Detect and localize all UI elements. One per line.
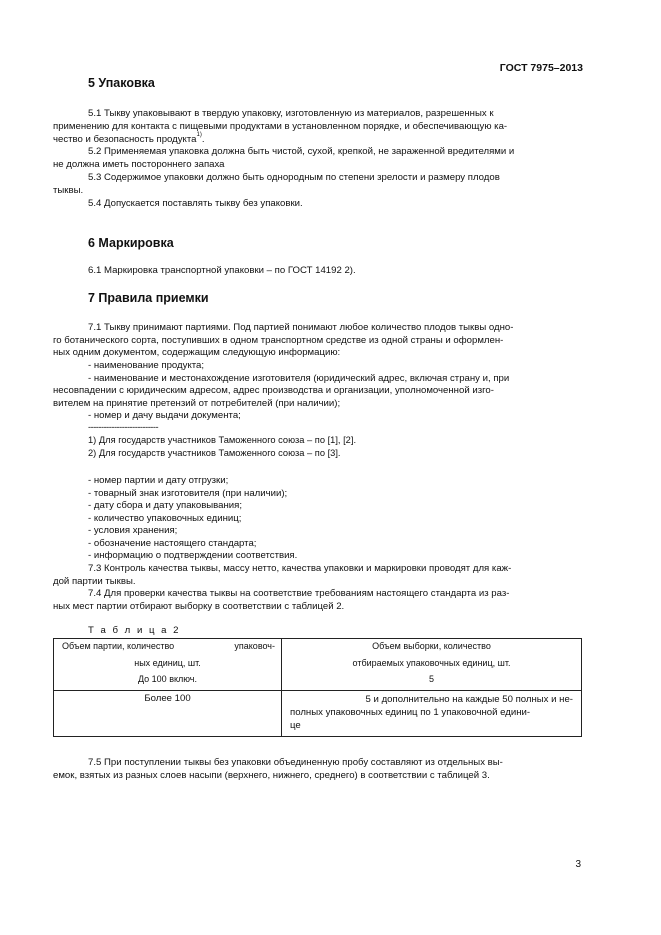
paragraph-7-1: 7.1 Тыкву принимают партиями. Под партией понимают любое количество плодов тыквы одно- bbox=[88, 322, 514, 333]
table-caption: Т а б л и ц а 2 bbox=[88, 625, 181, 636]
paragraph-7-4: ных мест партии отбирают выборку в соответствии с таблицей 2. bbox=[53, 601, 345, 612]
paragraph-5-1: чество и безопасность продукта$^{1)}$. bbox=[53, 132, 205, 145]
table-header-cell: Объем партии, количество упаковоч- ных единиц, шт. До 100 включ. bbox=[54, 639, 282, 691]
paragraph-5-3: 5.3 Содержимое упаковки должно быть однородным по степени зрелости и размеру плодов bbox=[88, 172, 500, 183]
table-row bbox=[54, 639, 582, 691]
table-cell: 5 и дополнительно на каждые 50 полных и не- полных упаковочных единиц по 1 упаковочной едини- це bbox=[282, 691, 582, 737]
paragraph-7-4: 7.4 Для проверки качества тыквы на соответствие требованиям настоящего стандарта из раз- bbox=[88, 588, 510, 599]
page-number: 3 bbox=[575, 859, 581, 870]
footnote-2: 2) Для государств участников Таможенного союза – по [3]. bbox=[88, 448, 341, 458]
paragraph-7-1: ных одним документом, содержащим следующую информацию: bbox=[53, 347, 341, 358]
table-row bbox=[54, 691, 582, 737]
list-item: - количество упаковочных единиц; bbox=[88, 513, 242, 524]
paragraph-7-5: емок, взятых из разных слоев насыпи (верхнего, нижнего, среднего) в соответствии с таблицей 3. bbox=[53, 770, 490, 781]
document-header: ГОСТ 7975–2013 bbox=[499, 62, 583, 74]
paragraph-5-2: не должна иметь постороннего запаха bbox=[53, 159, 225, 170]
list-item: - наименование продукта; bbox=[88, 360, 205, 371]
table-header-cell: Объем выборки, количество отбираемых упаковочных единиц, шт. 5 bbox=[282, 639, 582, 691]
list-item: - обозначение настоящего стандарта; bbox=[88, 538, 257, 549]
paragraph-7-5: 7.5 При поступлении тыквы без упаковки объединенную пробу составляют из отдельных вы- bbox=[88, 757, 503, 768]
list-item: - наименование и местонахождение изготовителя (юридический адрес, включая страну и, при bbox=[88, 373, 510, 384]
paragraph-6-1: 6.1 Маркировка транспортной упаковки – по ГОСТ 14192 2). bbox=[88, 265, 356, 276]
paragraph-7-3: 7.3 Контроль качества тыквы, массу нетто, качества упаковки и маркировки проводят для каж- bbox=[88, 563, 512, 574]
footnote-separator: --------------------------- bbox=[88, 422, 159, 432]
paragraph-5-2: 5.2 Применяемая упаковка должна быть чистой, сухой, крепкой, не зараженной вредителями и bbox=[88, 146, 515, 157]
footnote-1: 1) Для государств участников Таможенного союза – по [1], [2]. bbox=[88, 435, 357, 445]
footnote-ref-1: 1) bbox=[196, 132, 202, 138]
paragraph-5-1: применению для контакта с пищевыми продуктами в установленном порядке, и обеспечивающую ка- bbox=[53, 121, 508, 132]
list-item: - номер партии и дату отгрузки; bbox=[88, 475, 229, 486]
section-7-title: 7 Правила приемки bbox=[88, 291, 209, 305]
list-item: - товарный знак изготовителя (при наличии); bbox=[88, 488, 288, 499]
section-6-title: 6 Маркировка bbox=[88, 236, 174, 250]
paragraph-5-1: 5.1 Тыкву упаковывают в твердую упаковку, изготовленную из материалов, разрешенных к bbox=[88, 108, 494, 119]
table-2 bbox=[53, 638, 582, 737]
table-cell: Более 100 bbox=[54, 691, 282, 737]
list-item: - номер и дачу выдачи документа; bbox=[88, 410, 241, 421]
section-5-title: 5 Упаковка bbox=[88, 76, 155, 90]
list-item: несовпадении с юридическим адресом, адрес производства и организации, уполномоченной изго- bbox=[53, 385, 494, 396]
paragraph-5-3: тыквы. bbox=[53, 185, 84, 196]
list-item: вителем на принятие претензий от потребителей (при наличии); bbox=[53, 398, 341, 409]
paragraph-7-3: дой партии тыквы. bbox=[53, 576, 136, 587]
list-item: - дату сбора и дату упаковывания; bbox=[88, 500, 243, 511]
paragraph-7-1: го ботанического сорта, поступивших в одном транспортном средстве из одной страны и оформлен- bbox=[53, 335, 504, 346]
paragraph-5-4: 5.4 Допускается поставлять тыкву без упаковки. bbox=[88, 198, 303, 209]
list-item: - условия хранения; bbox=[88, 525, 178, 536]
list-item: - информацию о подтверждении соответствия. bbox=[88, 550, 298, 561]
